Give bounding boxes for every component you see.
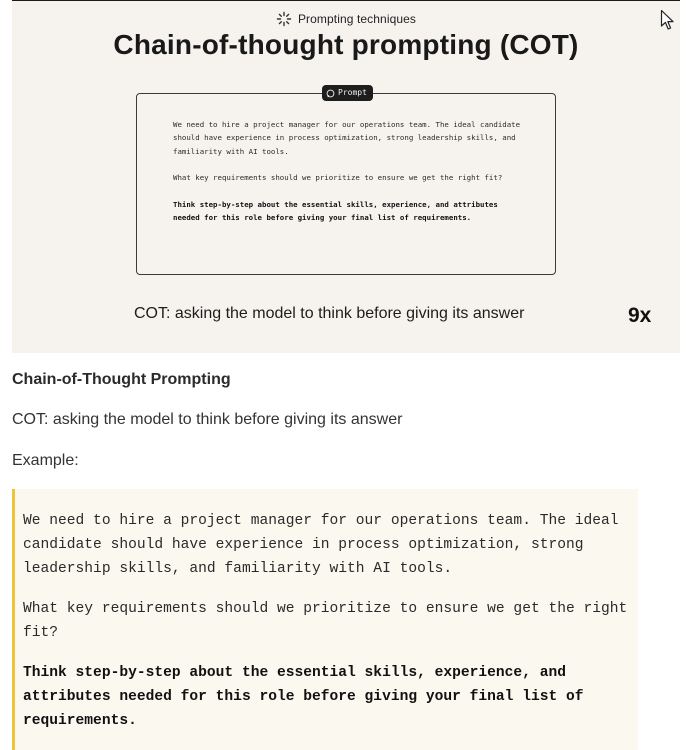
section-heading: Chain-of-Thought Prompting [12,371,231,388]
prompt-text [173,118,523,237]
prompt-chip [322,85,373,101]
video-slide[interactable] [12,0,680,353]
prompt-chip-label: Prompt [338,88,367,97]
code-text [23,509,635,749]
prompt-paragraph: We need to hire a project manager for our operations team. The ideal candidate should have experience in process optimization, strong leadership skills, and familiarity with AI tools. [173,120,521,156]
playback-speed[interactable]: 9x [628,304,652,327]
slide-eyebrow [12,11,680,27]
code-paragraph: What key requirements should we prioritize to ensure we get the right fit? [23,601,628,641]
example-code-block[interactable] [12,489,638,750]
code-paragraph: We need to hire a project manager for our operations team. The ideal candidate should have experience in process optimization, strong leadership skills, and familiarity with AI tools. [23,513,619,577]
prompt-paragraph: What key requirements should we prioritize to ensure we get the right fit? [173,173,503,183]
sparkle-loader-icon [276,11,292,27]
code-paragraph-instruction: Think step-by-step about the essential skills, experience, and attributes needed for this role before giving your final list of requirements. [23,665,584,729]
slide-title: Chain-of-thought prompting (COT) [113,29,579,60]
mouse-pointer-icon [660,9,676,31]
slide-caption: COT: asking the model to think before giving its answer [134,305,525,322]
example-label: Example: [12,452,79,469]
chat-bubble-icon [326,89,335,98]
prompt-box [136,93,556,275]
slide-eyebrow-text: Prompting techniques [297,12,417,26]
prompt-paragraph-instruction: Think step-by-step about the essential skills, experience, and attributes needed for this role before giving your final list of requirements. [173,199,498,223]
section-description: COT: asking the model to think before giving its answer [12,411,403,428]
